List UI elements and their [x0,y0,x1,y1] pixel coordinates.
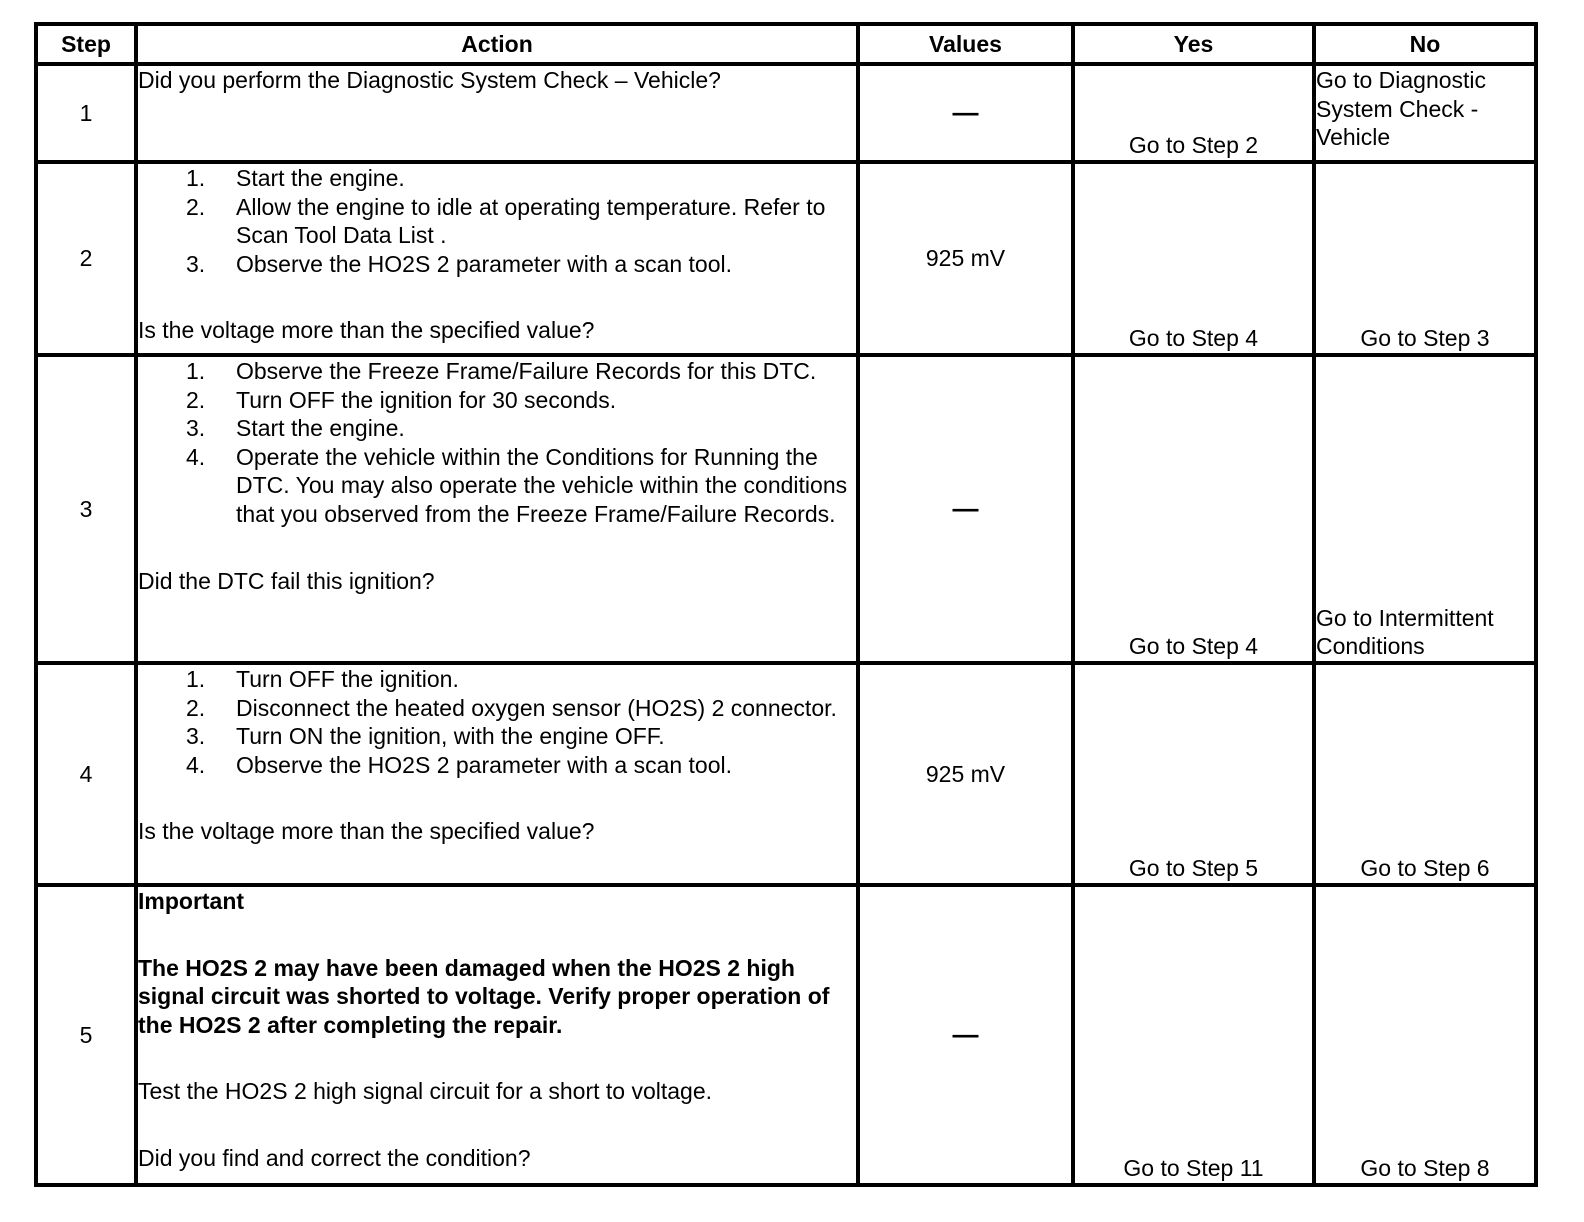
list-item: 2. Disconnect the heated oxygen sensor (HO2S) 2 connector. [186,694,837,721]
step-number: 5 [36,885,136,1185]
no-cell: Go to Intermittent Conditions [1314,355,1536,663]
header-values: Values [858,24,1073,64]
important-text: The HO2S 2 may have been damaged when the HO2S 2 high signal circuit was shorted to voltage. Verify proper operation of the HO2S 2 after completing the repair. [138,954,830,1038]
important-title: Important [138,888,245,914]
value-cell [858,885,1073,1185]
no-cell: Go to Diagnostic System Check - Vehicle [1314,64,1536,162]
header-yes: Yes [1073,24,1314,64]
yes-cell: Go to Step 11 [1073,885,1314,1185]
header-action: Action [136,24,858,64]
step-number: 1 [36,64,136,162]
value-cell: 925 mV [858,663,1073,885]
action-steps [138,357,856,529]
yes-cell: Go to Step 4 [1073,162,1314,355]
action-cell [136,64,858,162]
list-item: 1. Start the engine. [186,165,405,191]
step-number: 3 [36,355,136,663]
table-row [36,663,1536,885]
action-question: Did you find and correct the condition? [138,1144,531,1171]
action-question: Is the voltage more than the specified value? [138,317,595,344]
diagnostic-table [34,22,1538,1187]
value-text: — [952,97,979,128]
header-no: No [1314,24,1536,64]
action-question: Did you perform the Diagnostic System Check – Vehicle? [138,67,721,93]
action-steps [138,665,856,779]
value-cell: 925 mV [858,162,1073,355]
no-cell: Go to Step 8 [1314,885,1536,1185]
value-cell [858,64,1073,162]
value-cell [858,355,1073,663]
list-item: 3. Turn ON the ignition, with the engine OFF. [186,723,665,750]
table-row [36,885,1536,1185]
yes-cell: Go to Step 4 [1073,355,1314,663]
no-cell: Go to Step 6 [1314,663,1536,885]
yes-cell: Go to Step 2 [1073,64,1314,162]
action-steps [138,164,856,278]
action-cell [136,885,858,1185]
step-number: 2 [36,162,136,355]
list-item: 2. Allow the engine to idle at operating temperature. Refer to Scan Tool Data List . [186,193,826,249]
list-item: 3. Start the engine. [186,415,405,442]
no-cell: Go to Step 3 [1314,162,1536,355]
header-step: Step [36,24,136,64]
list-item: 4. Operate the vehicle within the Conditions for Running the DTC. You may also operate the vehicle within the conditions that you observed from the Freeze Frame/Failure Records. [186,443,848,527]
action-question: Is the voltage more than the specified value? [138,818,595,845]
action-cell [136,663,858,885]
list-item: 4. Observe the HO2S 2 parameter with a scan tool. [186,751,733,778]
list-item: 2. Turn OFF the ignition for 30 seconds. [186,386,617,413]
table-row [36,162,1536,355]
yes-cell: Go to Step 5 [1073,663,1314,885]
value-text: — [952,1019,979,1050]
header-row [36,24,1536,64]
action-question: Did the DTC fail this ignition? [138,567,435,594]
list-item: 1. Turn OFF the ignition. [186,666,459,692]
action-cell [136,162,858,355]
action-cell [136,355,858,663]
list-item: 3. Observe the HO2S 2 parameter with a scan tool. [186,250,733,277]
value-text: — [952,493,979,524]
step-number: 4 [36,663,136,885]
list-item: 1. Observe the Freeze Frame/Failure Records for this DTC. [186,358,817,384]
action-instruction: Test the HO2S 2 high signal circuit for a short to voltage. [138,1078,713,1105]
table-row [36,355,1536,663]
table-row [36,64,1536,162]
